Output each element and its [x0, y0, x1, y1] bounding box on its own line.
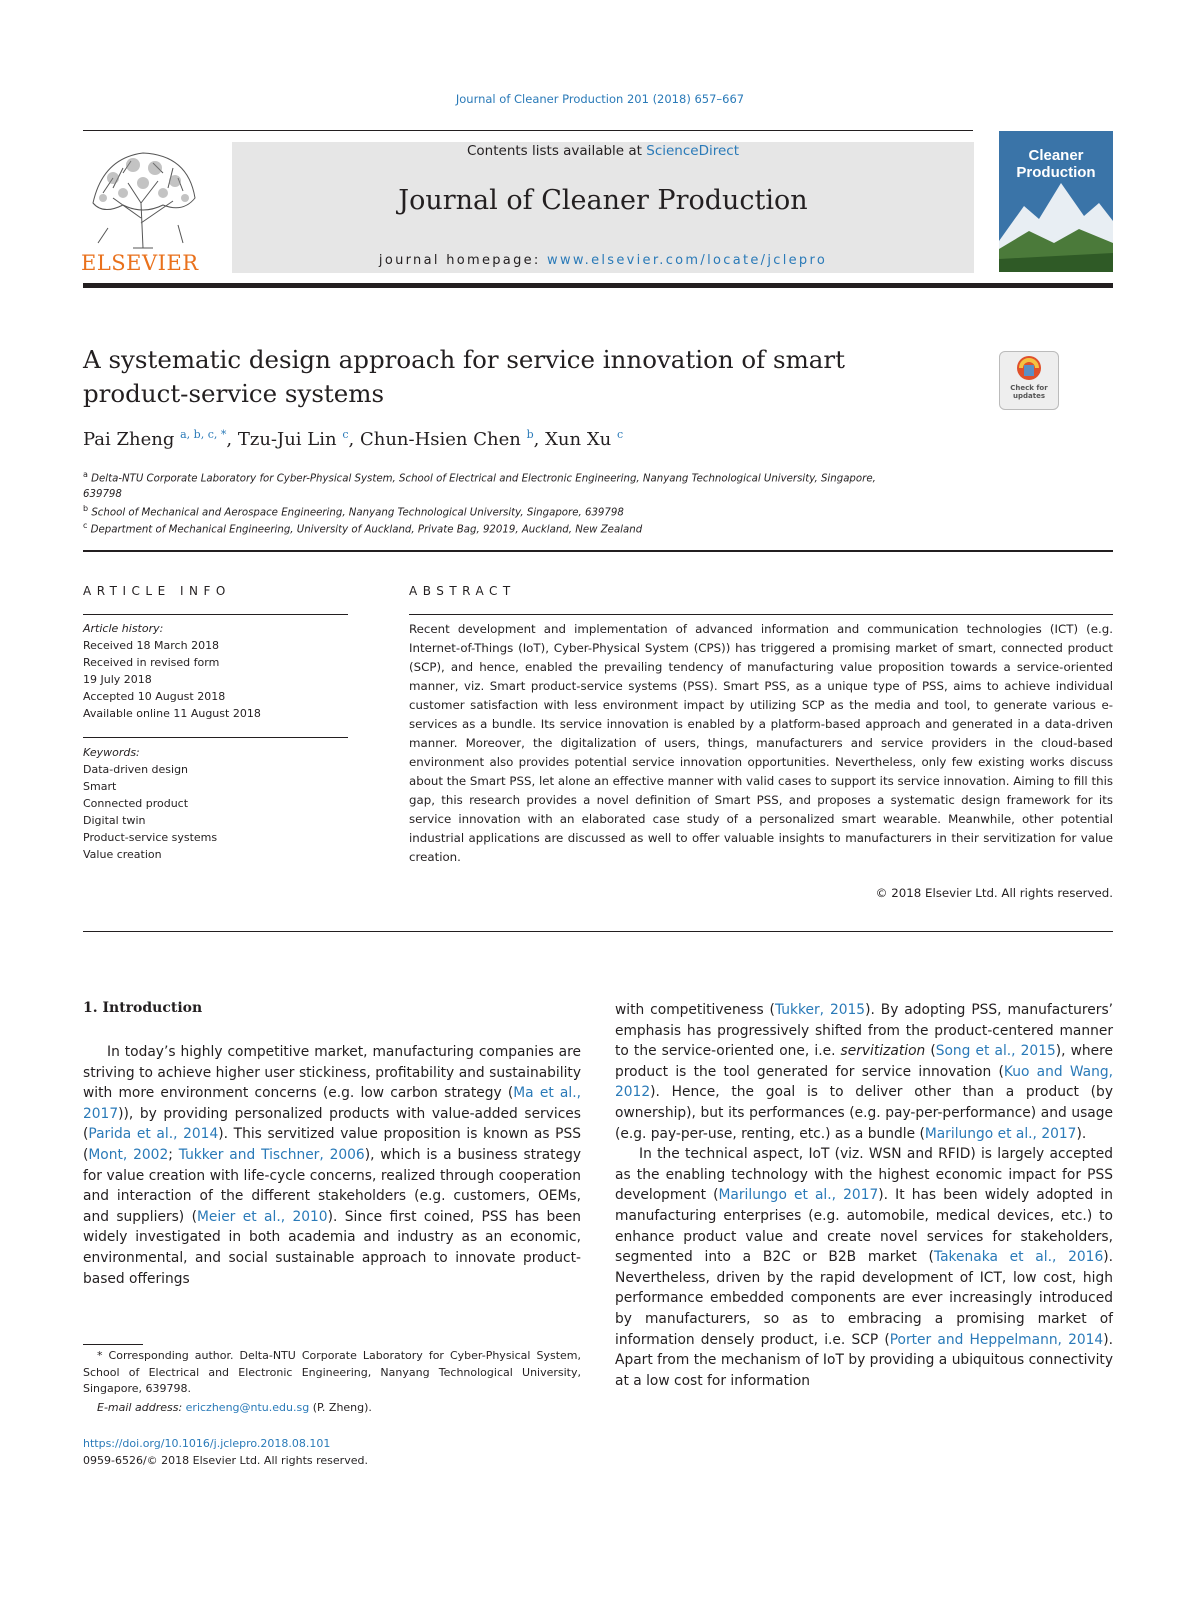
citation-link[interactable]: Tukker and Tischner, 2006: [178, 1146, 365, 1163]
author-name[interactable]: Chun-Hsien Chen: [359, 429, 521, 450]
header-bottom-rule: [83, 283, 1113, 288]
footnote-mark: *: [97, 1349, 103, 1362]
abstract-bottom-rule: [83, 931, 1113, 932]
text: ). This servitized value proposition is known as PSS (: [83, 1126, 581, 1163]
citation-link[interactable]: Meier et al., 2010: [196, 1208, 328, 1225]
email-label: E-mail address:: [97, 1400, 186, 1414]
citation-link[interactable]: Parida et al., 2014: [88, 1126, 219, 1143]
affiliation-mark: a: [83, 470, 88, 479]
homepage-label: journal homepage:: [378, 253, 548, 268]
citation-link[interactable]: Tukker, 2015: [774, 1002, 866, 1018]
footnote-email: [83, 1400, 581, 1417]
check-for-updates-button[interactable]: [999, 351, 1059, 410]
text: In today’s highly competitive market, manufacturing companies are striving to achieve higher user stickiness, profitability and sustainability with more environment concerns (e.g. low carbon strategy (: [83, 1044, 581, 1102]
history-item: 19 July 2018: [83, 673, 152, 686]
footnote: [83, 1348, 581, 1416]
author-affil-mark[interactable]: c: [616, 428, 624, 441]
email-suffix: (P. Zheng).: [309, 1400, 372, 1414]
keywords-label: Keywords:: [83, 746, 140, 759]
citation-link[interactable]: Kuo and Wang, 2012: [615, 1063, 1113, 1101]
affiliation-mark: b: [83, 504, 89, 513]
text: (: [925, 1043, 936, 1060]
affiliation-text: Delta-NTU Corporate Laboratory for Cyber-Physical System, School of Electrical and Electronic Engineering, Nanyang Technological University, Singapore,: [91, 473, 876, 485]
history-item: Accepted 10 August 2018: [83, 690, 226, 703]
doi-block: [83, 1435, 368, 1469]
text: ). It has been widely adopted in manufacturing enterprises (e.g. automobile, medical devices, etc.) to enhance product value and create novel services for stakeholders, segmented into a B2C or B2B market (: [615, 1187, 1113, 1266]
article-title: [83, 343, 963, 411]
email-link[interactable]: ericzheng@ntu.edu.sg: [185, 1400, 310, 1414]
keyword-item: Digital twin: [83, 814, 146, 827]
journal-title: Journal of Cleaner Production: [398, 185, 808, 216]
footnote-rule: [83, 1344, 143, 1345]
citation-link[interactable]: Marilungo et al., 2017: [718, 1187, 879, 1204]
contents-prefix: Contents lists available at: [466, 143, 647, 159]
text: In the technical aspect, IoT (viz. WSN and RFID) is largely accepted as the enabling technology with the highest economic impact for PSS development (: [615, 1146, 1113, 1204]
journal-cover: [999, 131, 1113, 272]
keyword-item: Connected product: [83, 797, 189, 810]
citation-link[interactable]: Mont, 2002: [88, 1146, 169, 1163]
issn-line: 0959-6526/© 2018 Elsevier Ltd. All rights reserved.: [83, 1454, 368, 1467]
author-list: Pai Zheng $^{a, b, c, *}$, Tzu-Jui Lin $^c$, Chun-Hsien Chen $^b$, Xun Xu $^c$: [83, 428, 624, 450]
cover-title-line1: Cleaner: [1028, 147, 1084, 164]
paragraph: [83, 1042, 581, 1289]
text: )), by providing personalized products with value-added services (: [83, 1105, 581, 1143]
keywords: [83, 744, 348, 863]
footnote-text: [83, 1348, 581, 1398]
history-label: Article history:: [83, 622, 164, 635]
keyword-item: Product-service systems: [83, 831, 218, 844]
text: ). Hence, the goal is to deliver other than a product (by ownership), but its performances (e.g. pay-per-performance) and usage (e.g. pay-per-use, renting, etc.) as a bundle (: [615, 1084, 1113, 1142]
history-item: Received in revised form: [83, 656, 220, 669]
affiliation-c: [83, 518, 983, 538]
citation-link[interactable]: Marilungo et al., 2017: [924, 1125, 1077, 1142]
cover-title-line2: Production: [1016, 164, 1096, 181]
elsevier-logo: [83, 143, 203, 273]
right-column: [615, 1000, 1113, 1391]
text: ), which is a business strategy for value creation with life-cycle concerns, realized through cooperation and interaction of the different stakeholders (e.g. customers, OEMs, and suppliers) (: [83, 1146, 581, 1225]
check-updates-icon: [1000, 352, 1058, 386]
author-affil-mark[interactable]: b: [526, 428, 534, 441]
text: ;: [168, 1146, 179, 1163]
author-affil-mark[interactable]: c: [342, 428, 349, 441]
history-item: Received 18 March 2018: [83, 639, 220, 652]
emphasis: servitization: [840, 1043, 926, 1060]
affiliation-text: Department of Mechanical Engineering, University of Auckland, Private Bag, 92019, Auckland, New Zealand: [90, 524, 643, 536]
affiliation-mark: c: [83, 521, 88, 530]
abstract-text: Recent development and implementation of advanced information and communication technologies (ICT) (e.g. Internet-of-Things (IoT), Cyber-Physical System (CPS)) has triggered a promising market of smart, connected product (SCP), and hence, enabled the prevailing tendency of manufacturing value proposition towards a service-oriented manner, viz. Smart product-service systems (PSS). Smart PSS, as a unique type of PSS, aims to achieve individual customer satisfaction with less environment impact by utilizing SCP as the media and tool, to generate various e-services as a bundle. Its service innovation is enabled by a platform-based approach and generated in a data-driven manner. Moreover, the digitalization of users, things, manufacturers and service providers in the cloud-based environment also provides potential service innovation opportunities. Nevertheless, only few existing works discuss about the Smart PSS, let alone an effective manner with valid cases to support its service innovation. Aiming to fill this gap, this research provides a novel definition of Smart PSS, and proposes a systematic design framework for its service innovation with an elaborated case study of a personalized smart wearable. Meanwhile, other potential industrial applications are discussed as well to offer valuable insights to manufacturers in their servitization for value creation.: [409, 622, 1113, 864]
affiliation-a: [83, 467, 983, 502]
journal-reference[interactable]: Journal of Cleaner Production 201 (2018) 657–667: [455, 92, 745, 106]
title-block-rule: [83, 550, 1113, 552]
cover-title: [999, 147, 1113, 181]
header-top-rule: [83, 130, 973, 131]
keyword-item: Value creation: [83, 848, 162, 861]
text: ). Nevertheless, driven by the rapid development of ICT, low cost, high performance embedded components are ever increasingly introduced by manufacturers, so as to embracing a promising market of information densely product, i.e. SCP (: [615, 1249, 1113, 1348]
author-affil-mark[interactable]: a, b, c, *: [180, 428, 227, 441]
author-name[interactable]: Tzu-Jui Lin: [237, 429, 337, 450]
article-info-heading: ARTICLE INFO: [83, 584, 231, 598]
keywords-rule: [83, 737, 348, 738]
text: ), where product is the tool generated for service innovation (: [615, 1043, 1113, 1080]
abstract-rule: [409, 614, 1113, 615]
title-line1: A systematic design approach for service innovation of smart: [83, 345, 845, 374]
check-updates-label: Check for updates: [1010, 384, 1048, 400]
affiliation-text: School of Mechanical and Aerospace Engineering, Nanyang Technological University, Singapore, 639798: [91, 507, 624, 519]
footnote-body: Corresponding author. Delta-NTU Corporate Laboratory for Cyber-Physical System, School of Electrical and Electronic Engineering, Nanyang Technological University, Singapore, 639798.: [83, 1349, 581, 1395]
author-name[interactable]: Xun Xu: [545, 429, 612, 450]
text: ). By adopting PSS, manufacturers’ emphasis has progressively shifted from the product-centered manner to the service-oriented one, i.e.: [615, 1002, 1114, 1060]
text: with competitiveness (: [615, 1002, 775, 1018]
text: ). Apart from the mechanism of IoT by providing a ubiquitous connectivity at a low cost for information: [615, 1331, 1113, 1389]
article-history: [83, 620, 348, 722]
keyword-item: Smart: [83, 780, 117, 793]
left-column: [83, 1042, 581, 1289]
contents-line: [232, 143, 974, 159]
paragraph: [615, 1000, 1113, 1144]
doi-link[interactable]: https://doi.org/10.1016/j.jclepro.2018.08.101: [83, 1437, 331, 1450]
paragraph: [615, 1144, 1113, 1391]
citation-link[interactable]: Song et al., 2015: [935, 1043, 1056, 1060]
homepage-link[interactable]: www.elsevier.com/locate/jclepro: [547, 253, 828, 268]
text: ). Since first coined, PSS has been widely investigated in both academia and industry as an economic, environmental, and social sustainable approach to innovate product-based offerings: [83, 1208, 581, 1287]
article-info-rule: [83, 614, 348, 615]
author-name[interactable]: Pai Zheng: [83, 429, 175, 450]
homepage-line: [232, 253, 974, 268]
publisher-name: ELSEVIER: [81, 251, 199, 275]
text: ).: [1076, 1125, 1087, 1142]
section-heading: 1. Introduction: [83, 1000, 203, 1016]
abstract-heading: ABSTRACT: [409, 584, 516, 598]
citation-link[interactable]: Porter and Heppelmann, 2014: [889, 1331, 1104, 1348]
sciencedirect-link[interactable]: ScienceDirect: [646, 143, 740, 159]
keyword-item: Data-driven design: [83, 763, 189, 776]
citation-link[interactable]: Ma et al., 2017: [83, 1085, 581, 1122]
title-line2: product-service systems: [83, 379, 385, 408]
citation-link[interactable]: Takenaka et al., 2016: [933, 1249, 1104, 1266]
affiliation-text: 639798: [83, 488, 122, 500]
abstract-copyright: © 2018 Elsevier Ltd. All rights reserved.: [875, 886, 1113, 900]
history-item: Available online 11 August 2018: [83, 707, 261, 720]
